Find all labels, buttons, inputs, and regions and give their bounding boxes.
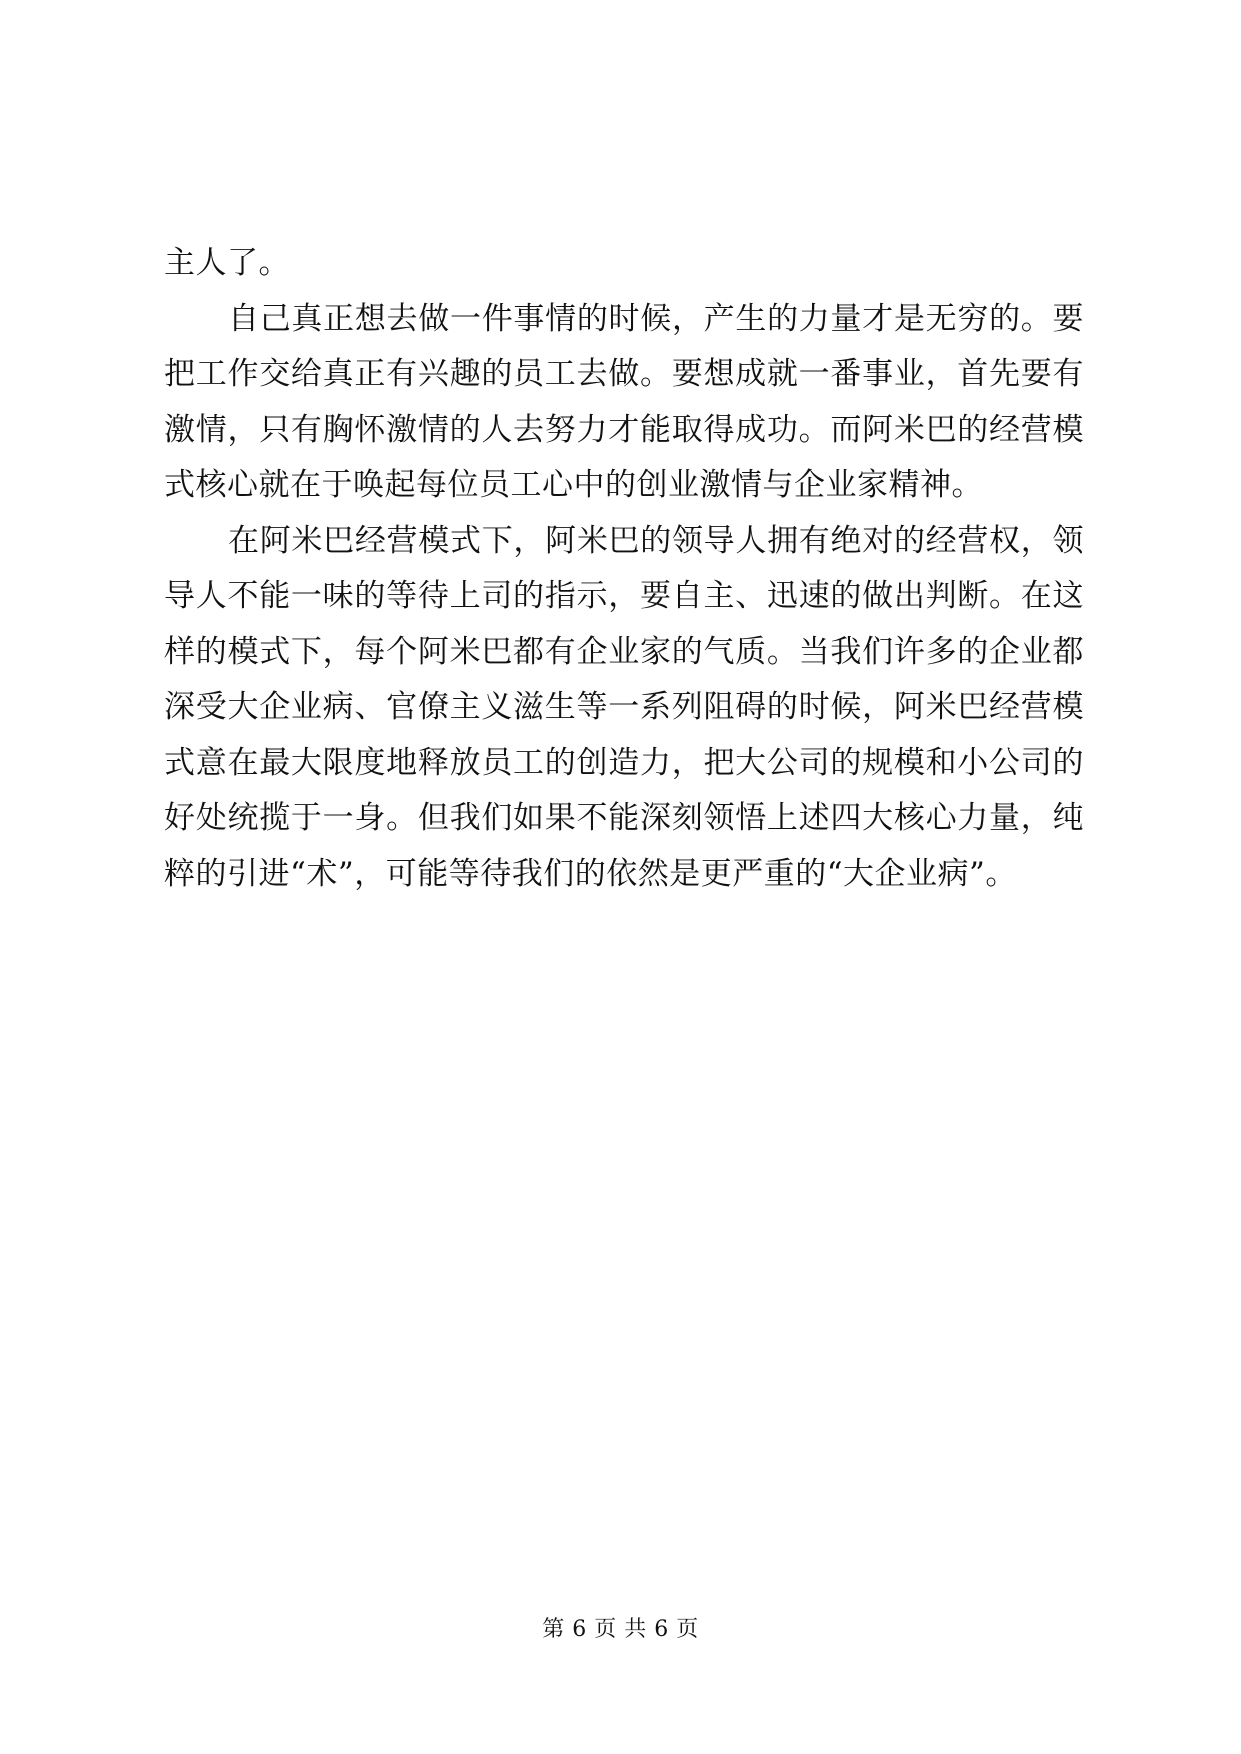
document-body (164, 236, 1084, 902)
paragraph-passion: 自己真正想去做一件事情的时候，产生的力量才是无穷的。要把工作交给真正有兴趣的员工去做。要想成就一番事业，首先要有激情，只有胸怀激情的人去努力才能取得成功。而阿米巴的经营模式核心就在于唤起每位员工心中的创业激情与企业家精神。 (164, 300, 1084, 503)
page-number-footer: 第 6 页 共 6 页 (542, 1617, 699, 1642)
paragraph-amoeba-leadership: 在阿米巴经营模式下，阿米巴的领导人拥有绝对的经营权，领导人不能一味的等待上司的指示，要自主、迅速的做出判断。在这样的模式下，每个阿米巴都有企业家的气质。当我们许多的企业都深受大企业病、官僚主义滋生等一系列阻碍的时候，阿米巴经营模式意在最大限度地释放员工的创造力，把大公司的规模和小公司的好处统揽于一身。但我们如果不能深刻领悟上述四大核心力量，纯粹的引进“术”，可能等待我们的依然是更严重的“大企业病”。 (164, 522, 1084, 892)
paragraph-continuation: 主人了。 (164, 245, 290, 281)
